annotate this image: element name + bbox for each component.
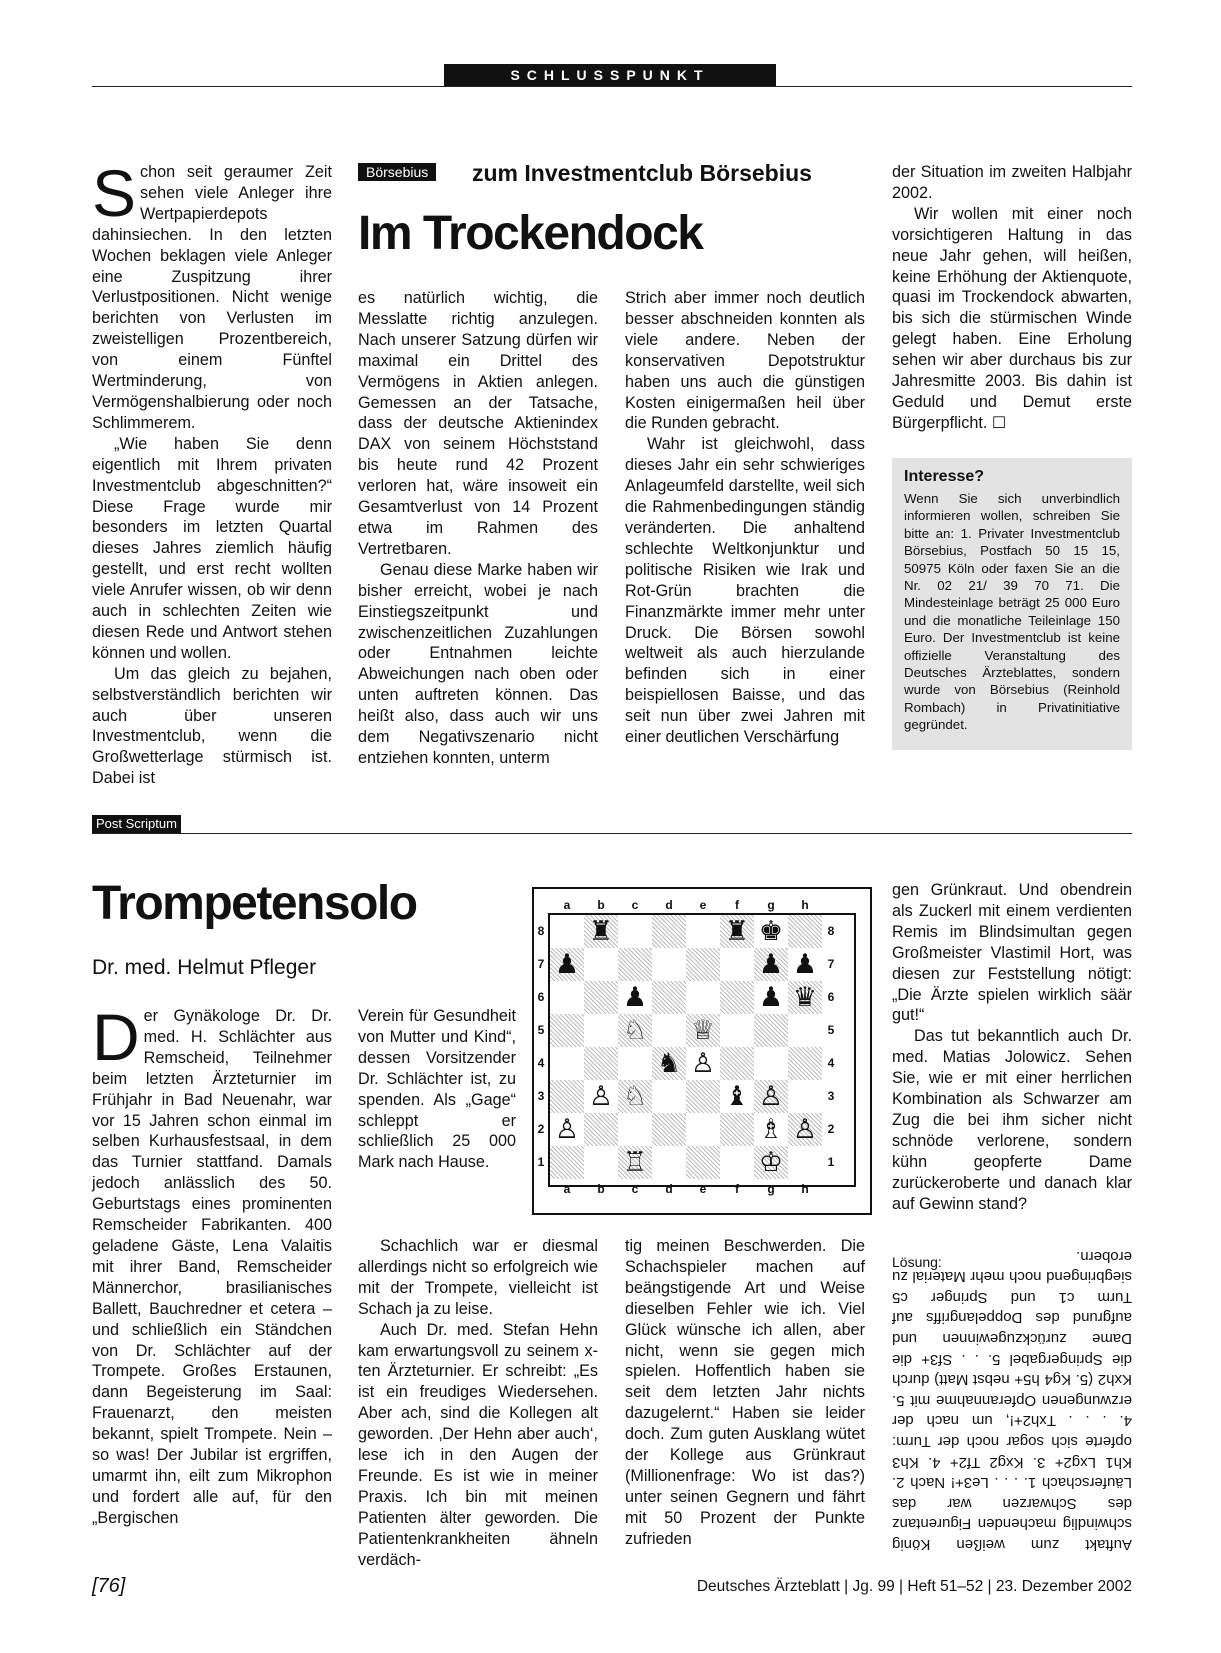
rank-label-4: 4: [537, 1056, 545, 1070]
file-label-c: c: [631, 898, 639, 912]
chess-piece-c1: ♖: [622, 1147, 648, 1178]
chess-square-a8: [550, 915, 584, 948]
rank-label-1: 1: [827, 1155, 835, 1169]
article1-kicker: zum Investmentclub Börsebius: [472, 160, 812, 186]
chess-square-d1: [652, 1146, 686, 1179]
chess-square-d5: [652, 1014, 686, 1047]
paragraph: der Situation im zweiten Halbjahr 2002.: [892, 163, 1132, 202]
chess-square-b5: [584, 1014, 618, 1047]
chess-piece-h7: ♟: [792, 949, 818, 980]
info-box-title: Interesse?: [904, 468, 985, 485]
article2-rule: [92, 833, 1132, 834]
chess-piece-h6: ♛: [792, 982, 818, 1013]
paragraph: Das tut bekanntlich auch Dr. med. Matias Jolowicz. Sehen Sie, wie er mit einer herrlichen Kombination als Schwarzer am Zug die bei ihm sicher nicht schnöde verlorene, sondern kühn geopferte Dame zurückeroberte und danach klar auf Gewinn stand?: [892, 1027, 1132, 1213]
chess-piece-h2: ♙: [792, 1114, 818, 1145]
rank-label-7: 7: [537, 957, 545, 971]
chess-piece-e5: ♕: [690, 1015, 716, 1046]
chess-square-h1: [788, 1146, 822, 1179]
chess-square-d3: [652, 1080, 686, 1113]
paragraph: tig meinen Beschwerden. Die Schachspieler machen auf beängstigende Art und Weise dieselben Fehler wie ich. Viel Glück wünsche ich allen, aber nicht, wenn sie gegen mich spielen. Hoffentlich haben sie seit dem letzten Jahr nichts dazugelernt.“ Haben sie leider doch. Zum guten Ausklang wütet der Kollege aus Grünkraut (Millionenfrage: Wo ist das?) unter seinen Gegnern und fährt mit 50 Prozent der Punkte zufrieden: [625, 1237, 865, 1548]
file-label-h: h: [801, 898, 809, 912]
chess-square-f1: [720, 1146, 754, 1179]
chess-piece-e4: ♙: [690, 1048, 716, 1079]
paragraph: er Gynäkologe Dr. Dr. med. H. Schlächter aus Remscheid, Teilnehmer beim letzten Ärzteturnier im Frühjahr in Bad Neuenahr, war vor 15 Jahren schon einmal im selben Kurhausfestsaal, in dem das Turnier stattfand. Damals jedoch anlässlich des 50. Geburtstags eines prominenten Remscheider Fabrikanten. 400 geladene Gäste, Lena Valaitis mit ihrer Band, Remscheider Männerchor, brasilianisches Ballett, Bauchredner et cetera – und schließlich ein Ständchen von Dr. Schlächter auf der Trompete. Großes Erstaunen, dann Begeisterung im Saal: Frauenarzt, den meisten bekannt, spielt Trompete. Nein – so was! Der Jubilar ist ergriffen, umarmt ihn, eilt zum Mikrophon und fordert alle auf, für den „Bergischen: [92, 1007, 332, 1527]
chess-square-f4: [720, 1047, 754, 1080]
paragraph: gen Grünkraut. Und obendrein als Zuckerl mit einem verdienten Remis im Blindsimultan gegen Großmeister Vlastimil Hort, was diesen zur Feststellung nötigt: „Die Ärzte spielen wirklich säär gut!“: [892, 881, 1132, 1025]
chess-square-a4: [550, 1047, 584, 1080]
chess-square-a6: [550, 981, 584, 1014]
info-box: [892, 458, 1132, 750]
file-label-c: c: [631, 1182, 639, 1196]
chess-square-c8: [618, 915, 652, 948]
chess-piece-a7: ♟: [554, 949, 580, 980]
file-label-a: a: [563, 1182, 571, 1196]
chess-piece-c6: ♟: [622, 982, 648, 1013]
article1-column-2: [358, 288, 598, 769]
chess-square-e6: [686, 981, 720, 1014]
rank-label-1: 1: [537, 1155, 545, 1169]
chess-piece-f3: ♝: [724, 1081, 750, 1112]
file-label-e: e: [699, 1182, 707, 1196]
chess-square-c7: [618, 948, 652, 981]
article2-column-2: [358, 1236, 598, 1571]
chess-piece-d4: ♞: [656, 1048, 682, 1079]
file-label-b: b: [597, 1182, 605, 1196]
publication-info: Deutsches Ärzteblatt | Jg. 99 | Heft 51–52 | 23. Dezember 2002: [696, 1578, 1132, 1595]
file-label-e: e: [699, 898, 707, 912]
rank-label-2: 2: [827, 1122, 835, 1136]
rank-label-2: 2: [537, 1122, 545, 1136]
paragraph: Genau diese Marke haben wir bisher erreicht, wobei je nach Einstiegszeitpunkt und zwischenzeitlichen Zuzahlungen oder Entnahmen leichte Abweichungen nach oben oder unten auftreten können. Das heißt also, dass auch wir uns dem Negativszenario nicht entziehen konnten, unterm: [358, 560, 598, 767]
paragraph: chon seit geraumer Zeit sehen viele Anleger ihre Wertpapierdepots dahinsiechen. In den letzten Wochen beklagen viele Anleger eine Zuspitzung ihrer Verlustpositionen. Nicht wenige berichten von Verlusten im zweistelligen Prozentbereich, von einem Fünftel Wertminderung, von Vermögenshalbierung oder noch Schlimmerem.: [92, 163, 332, 432]
chess-square-f6: [720, 981, 754, 1014]
chess-square-h3: [788, 1080, 822, 1113]
rank-label-8: 8: [827, 924, 835, 938]
drop-cap: S: [92, 156, 137, 230]
chess-square-h8: [788, 915, 822, 948]
file-label-d: d: [665, 1182, 673, 1196]
rank-label-8: 8: [537, 924, 545, 938]
paragraph: Um das gleich zu bejahen, selbstverständlich berichten wir auch über unseren Investmentclub, wenn die Großwetterlage stürmisch ist. Dabei ist: [92, 664, 332, 788]
file-label-d: d: [665, 898, 673, 912]
chess-piece-g8: ♚: [758, 916, 784, 947]
chess-square-f2: [720, 1113, 754, 1146]
drop-cap: D: [92, 1000, 140, 1074]
chess-square-d7: [652, 948, 686, 981]
article2-tag: Post Scriptum: [92, 815, 181, 833]
section-label: SCHLUSSPUNKT: [444, 64, 776, 86]
chess-square-b1: [584, 1146, 618, 1179]
article1-column-1: [92, 156, 332, 789]
paragraph: „Wie haben Sie denn eigentlich mit Ihrem privaten Investmentclub abgeschnitten?“ Diese Frage wurde mir besonders im letzten Quartal dieses Jahres ziemlich häufig gestellt, und erst recht wollten viele Anrufer wissen, ob wir denn auch in schlechten Zeiten wie diesen Rede und Antwort stehen können und wollen.: [92, 434, 332, 662]
article2-column-1: [92, 1000, 332, 1529]
chess-square-f7: [720, 948, 754, 981]
chess-solution-upside-down: Auftakt zum weißen König schwindlig machenden Figurentanz des Schwarzen war das Läuferschach 1. . . . Le3+! Nach 2. Kh1 Lxg2+ 3. Kxg2 Tf2+ 4. Kh3 opferte sich sogar noch der Turm: 4. . . . Txh2+!, um nach der erzwungenen Opferannahme mit 5. Kxh2 (5. Kg4 h5+ nebst Matt) durch die Springergabel 5. . . Sf3+ die Dame zurückzugewinnen und aufgrund des Doppelangriffs auf Turm c1 und Springer c5 siegbringend noch mehr Material zu erobern.: [892, 1247, 1132, 1553]
article2-column-3: [625, 1236, 865, 1550]
chess-piece-a2: ♙: [554, 1114, 580, 1145]
chess-square-d6: [652, 981, 686, 1014]
chess-piece-c5: ♘: [622, 1015, 648, 1046]
chess-square-b4: [584, 1047, 618, 1080]
chess-square-a5: [550, 1014, 584, 1047]
header-rule: [92, 86, 1132, 87]
file-label-h: h: [801, 1182, 809, 1196]
chess-square-h5: [788, 1014, 822, 1047]
file-label-a: a: [563, 898, 571, 912]
chess-square-b2: [584, 1113, 618, 1146]
chess-square-b6: [584, 981, 618, 1014]
rank-label-6: 6: [537, 990, 545, 1004]
info-box-body: Wenn Sie sich unverbindlich informieren wollen, schreiben Sie bitte an: 1. Privater Investmentclub Börsebius, Postfach 50 15 15, 50975 Köln oder faxen Sie an die Nr. 02 21/ 39 70 71. Die Mindesteinlage beträgt 25 000 Euro und die monatliche Teileinlage 150 Euro. Der Investmentclub ist keine offizielle Veranstaltung des Deutsches Ärzteblattes, sondern wurde von Börsebius (Reinhold Rombach) in Privatinitiative gegründet.: [904, 491, 1120, 733]
paragraph: Auch Dr. med. Stefan Hehn kam erwartungsvoll zu seinem x-ten Ärzteturnier. Er schreibt: „Es ist ein freudiges Wiedersehen. Aber ach, sind die Kollegen alt geworden. ‚Der Hehn aber auch‘, lese ich in den Augen der Freunde. Es ist wie in meiner Praxis. Ich bin mit meinen Patienten älter geworden. Die Patientenkrankheiten ähneln verdäch-: [358, 1320, 598, 1569]
paragraph: es natürlich wichtig, die Messlatte richtig anzulegen. Nach unserer Satzung dürfen wir maximal ein Drittel des Vermögens in Aktien anlegen. Gemessen an der Tatsache, dass der deutsche Aktienindex DAX von seinem Höchststand bis heute rund 42 Prozent verloren hat, wäre insoweit ein Gesamtverlust von 14 Prozent etwa im Rahmen des Vertretbaren.: [358, 289, 598, 558]
chess-square-b7: [584, 948, 618, 981]
rank-label-3: 3: [537, 1089, 545, 1103]
chess-square-e8: [686, 915, 720, 948]
solution-label: Lösung:: [892, 1254, 942, 1270]
rank-label-5: 5: [827, 1023, 835, 1037]
chess-piece-g6: ♟: [758, 982, 784, 1013]
article1-tag: Börsebius: [358, 164, 436, 182]
chess-square-f5: [720, 1014, 754, 1047]
chess-square-g5: [754, 1014, 788, 1047]
chess-piece-b8: ♜: [588, 916, 614, 947]
chess-piece-g7: ♟: [758, 949, 784, 980]
chess-piece-g1: ♔: [758, 1147, 784, 1178]
chess-square-e1: [686, 1146, 720, 1179]
rank-label-3: 3: [827, 1089, 835, 1103]
article1-column-3: [625, 288, 865, 748]
rank-label-7: 7: [827, 957, 835, 971]
chess-square-d8: [652, 915, 686, 948]
article1-title: Im Trockendock: [358, 207, 703, 260]
chess-square-d2: [652, 1113, 686, 1146]
rank-label-4: 4: [827, 1056, 835, 1070]
paragraph: Wir wollen mit einer noch vorsichtigeren Haltung in das neue Jahr gehen, will heißen, keine Erhöhung der Aktienquote, quasi im Trockendock abwarten, bis sich die stürmischen Winde gelegt haben. Eine Erholung sehen wir aber durchaus bis zur Jahresmitte 2003. Bis dahin ist Geduld und Demut erste Bürgerpflicht. ☐: [892, 204, 1132, 432]
chess-piece-b3: ♙: [588, 1081, 614, 1112]
file-label-g: g: [767, 898, 775, 912]
article2-title: Trompetensolo: [92, 877, 417, 930]
chess-piece-f8: ♜: [724, 916, 750, 947]
rank-label-5: 5: [537, 1023, 545, 1037]
chess-square-a1: [550, 1146, 584, 1179]
paragraph: Wahr ist gleichwohl, dass dieses Jahr ein sehr schwieriges Anlageumfeld darstellte, weil sich die Rahmenbedingungen ständig veränderten. Die anhaltend schlechte Weltkonjunktur und politische Risiken wie Irak und Rot-Grün brachten die Finanzmärkte immer mehr unter Druck. Die Börsen sowohl weltweit als auch hierzulande befinden sich in einer beispiellosen Baisse, und das seit nun über zwei Jahren mit einer deutlichen Verschärfung: [625, 435, 865, 747]
chess-piece-g2: ♗: [758, 1114, 784, 1145]
chess-square-g4: [754, 1047, 788, 1080]
chess-square-c2: [618, 1113, 652, 1146]
paragraph: Schachlich war er diesmal allerdings nicht so erfolgreich wie mit der Trompete, vielleicht ist Schach ja zu leise.: [358, 1237, 598, 1318]
chess-square-h4: [788, 1047, 822, 1080]
article2-column-2-top: [358, 1006, 516, 1173]
file-label-b: b: [597, 898, 605, 912]
article2-column-4: [892, 880, 1132, 1215]
chess-square-e2: [686, 1113, 720, 1146]
chess-piece-c3: ♘: [622, 1081, 648, 1112]
page-number: [76]: [92, 1575, 126, 1597]
chess-square-a3: [550, 1080, 584, 1113]
chess-square-e3: [686, 1080, 720, 1113]
article2-author: Dr. med. Helmut Pfleger: [92, 956, 317, 979]
rank-label-6: 6: [827, 990, 835, 1004]
file-label-g: g: [767, 1182, 775, 1196]
paragraph: Strich aber immer noch deutlich besser abschneiden konnten als viele andere. Neben der konservativen Depotstruktur haben uns auch die günstigen Kosten einigermaßen heil über die Runden gebracht.: [625, 289, 865, 433]
chess-piece-g3: ♙: [758, 1081, 784, 1112]
file-label-f: f: [735, 898, 739, 912]
chess-square-c4: [618, 1047, 652, 1080]
chess-square-e7: [686, 948, 720, 981]
paragraph: Verein für Gesundheit von Mutter und Kind“, dessen Vorsitzender Dr. Schlächter ist, zu spenden. Als „Gage“ schleppt er schließlich 25 000 Mark nach Hause.: [358, 1007, 516, 1172]
chess-board: [548, 913, 856, 1187]
article1-column-4: [892, 162, 1132, 434]
file-label-f: f: [735, 1182, 739, 1196]
